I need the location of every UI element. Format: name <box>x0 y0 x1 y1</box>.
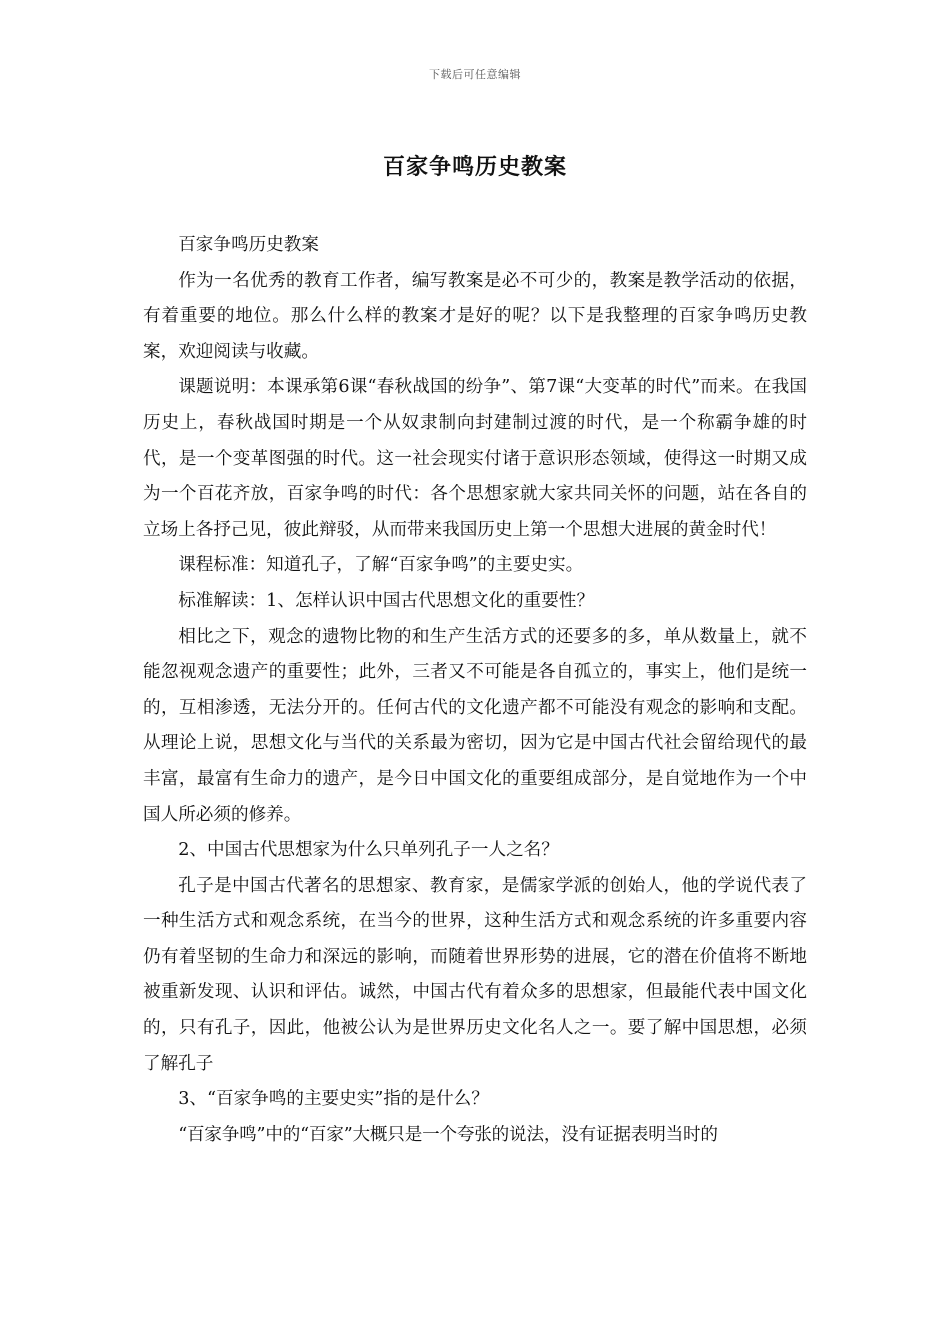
paragraph-comparison: 相比之下，观念的遗物比物的和生产生活方式的还要多的多，单从数量上，就不能忽视观念遗产的重要性；此外，三者又不可能是各自孤立的，事实上，他们是统一的，互相渗透，无法分开的。任何古代的文化遗产都不可能没有观念的影响和支配。从理论上说，思想文化与当代的关系最为密切，因为它是中国古代社会留给现代的最丰富，最富有生命力的遗产，是今日中国文化的重要组成部分，是自觉地作为一个中国人所必须的修养。 <box>143 626 807 825</box>
paragraph-question-3: 3、“百家争鸣的主要史实”指的是什么？ <box>178 1089 489 1110</box>
paragraph-curriculum-standard: 课程标准：知道孔子，了解“百家争鸣”的主要史实。 <box>178 555 584 576</box>
paragraph-question-2: 2、中国古代思想家为什么只单列孔子一人之名？ <box>178 840 559 861</box>
document-title: 百家争鸣历史教案 <box>382 154 567 180</box>
header-note: 下载后可任意编辑 <box>429 68 521 81</box>
paragraph-standard-interpretation: 标准解读：1、怎样认识中国古代思想文化的重要性？ <box>178 590 595 611</box>
paragraph-topic-description: 课题说明：本课承第6课“春秋战国的纷争”、第7课“大变革的时代”而来。在我国历史上，春秋战国时期是一个从奴隶制向封建制过渡的时代，是一个称霸争雄的时代，是一个变革图强的时代。这一社会现实付诸于意识形态领域，使得这一时期又成为一个百花齐放，百家争鸣的时代：各个思想家就大家共同关怀的问题，站在各自的立场上各抒己见，彼此辩驳，从而带来我国历史上第一个思想大进展的黄金时代！ <box>143 377 807 540</box>
paragraph-intro: 作为一名优秀的教育工作者，编写教案是必不可少的，教案是教学活动的依据，有着重要的地位。那么什么样的教案才是好的呢？以下是我整理的百家争鸣历史教案，欢迎阅读与收藏。 <box>143 270 807 362</box>
paragraph-confucius: 孔子是中国古代著名的思想家、教育家，是儒家学派的创始人，他的学说代表了一种生活方式和观念系统，在当今的世界，这种生活方式和观念系统的许多重要内容仍有着坚韧的生命力和深远的影响，而随着世界形势的进展，它的潜在价值将不断地被重新发现、认识和评估。诚然，中国古代有着众多的思想家，但最能代表中国文化的，只有孔子，因此，他被公认为是世界历史文化名人之一。要了解中国思想，必须了解孔子 <box>143 875 807 1074</box>
paragraph-hundred-schools: “百家争鸣”中的“百家”大概只是一个夸张的说法，没有证据表明当时的 <box>178 1124 718 1145</box>
document-body <box>143 228 807 1153</box>
paragraph-subtitle: 百家争鸣历史教案 <box>178 235 319 255</box>
